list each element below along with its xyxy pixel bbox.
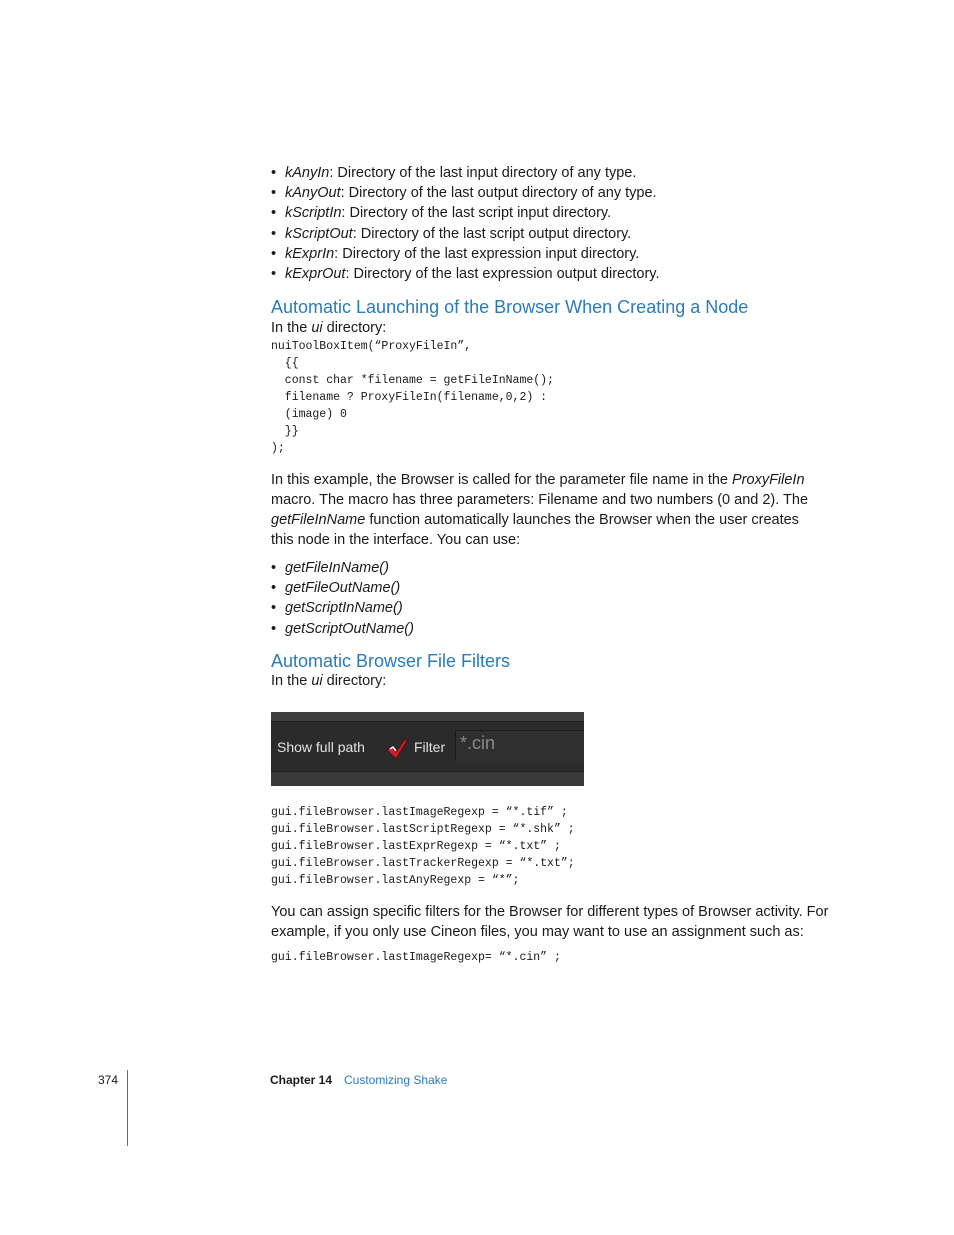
list-item: • kAnyOut: Directory of the last output directory of any type. [271, 183, 659, 203]
list-item: • kScriptOut: Directory of the last script output directory. [271, 224, 659, 244]
code-block-proxyfilein: nuiToolBoxItem(“ProxyFileIn”, {{ const char *filename = getFileInName(); filename ? ProxyFileIn(filename,0,2) : (image) 0 }} ); [271, 340, 554, 455]
toolbar-top-edge [271, 712, 584, 722]
section1-paragraph: In this example, the Browser is called for the parameter file name in the ProxyFileIn macro. The macro has three parameters: Filename and two numbers (0 and 2). The getFileInName function automatically launches the Browser when the user creates this node in the interface. You can use: [271, 472, 809, 548]
browser-filter-screenshot [271, 712, 584, 786]
section-heading-auto-launch: Automatic Launching of the Browser When Creating a Node [271, 297, 749, 317]
list-item: • getFileInName() [271, 558, 414, 578]
list-item: • getScriptInName() [271, 598, 414, 618]
page-number: 374 [98, 1073, 119, 1087]
section2-intro: In the ui directory: [271, 673, 387, 689]
list-item: • kExprIn: Directory of the last expression input directory. [271, 244, 659, 264]
filter-label: Filter [414, 739, 446, 755]
section1-intro: In the ui directory: [271, 320, 387, 336]
code-block-cin: gui.fileBrowser.lastImageRegexp= “*.cin” ; [271, 951, 561, 964]
footer-divider [127, 1070, 128, 1146]
section-heading-file-filters: Automatic Browser File Filters [271, 651, 511, 671]
filter-input[interactable] [455, 730, 584, 761]
code-block-regexp: gui.fileBrowser.lastImageRegexp = “*.tif” ; gui.fileBrowser.lastScriptRegexp = “*.shk” ; gui.fileBrowser.lastExprRegexp = “*.txt” ; gui.fileBrowser.lastTrackerRegexp = “*.txt”; gui.fileBrowser.lastAnyRegexp = “*”; [271, 806, 575, 887]
list-item: • getScriptOutName() [271, 619, 414, 639]
toolbar-bottom-edge [271, 771, 584, 786]
chapter-title: Customizing Shake [344, 1073, 448, 1087]
directory-list [271, 163, 659, 284]
list-item: • kExprOut: Directory of the last expression output directory. [271, 264, 659, 284]
show-full-path-toggle[interactable]: Show full path [277, 739, 365, 755]
filter-checkmark-icon[interactable] [385, 736, 409, 762]
list-item: • getFileOutName() [271, 578, 414, 598]
filter-input-value: *.cin [460, 733, 496, 753]
section2-paragraph: You can assign specific filters for the Browser for different types of Browser activity. For example, if you only use Cineon files, you may want to use an assignment such as: [271, 904, 829, 940]
list-item: • kScriptIn: Directory of the last script input directory. [271, 203, 659, 223]
function-list [271, 558, 414, 639]
list-item: • kAnyIn: Directory of the last input directory of any type. [271, 163, 659, 183]
chapter-label: Chapter 14 [270, 1073, 333, 1087]
